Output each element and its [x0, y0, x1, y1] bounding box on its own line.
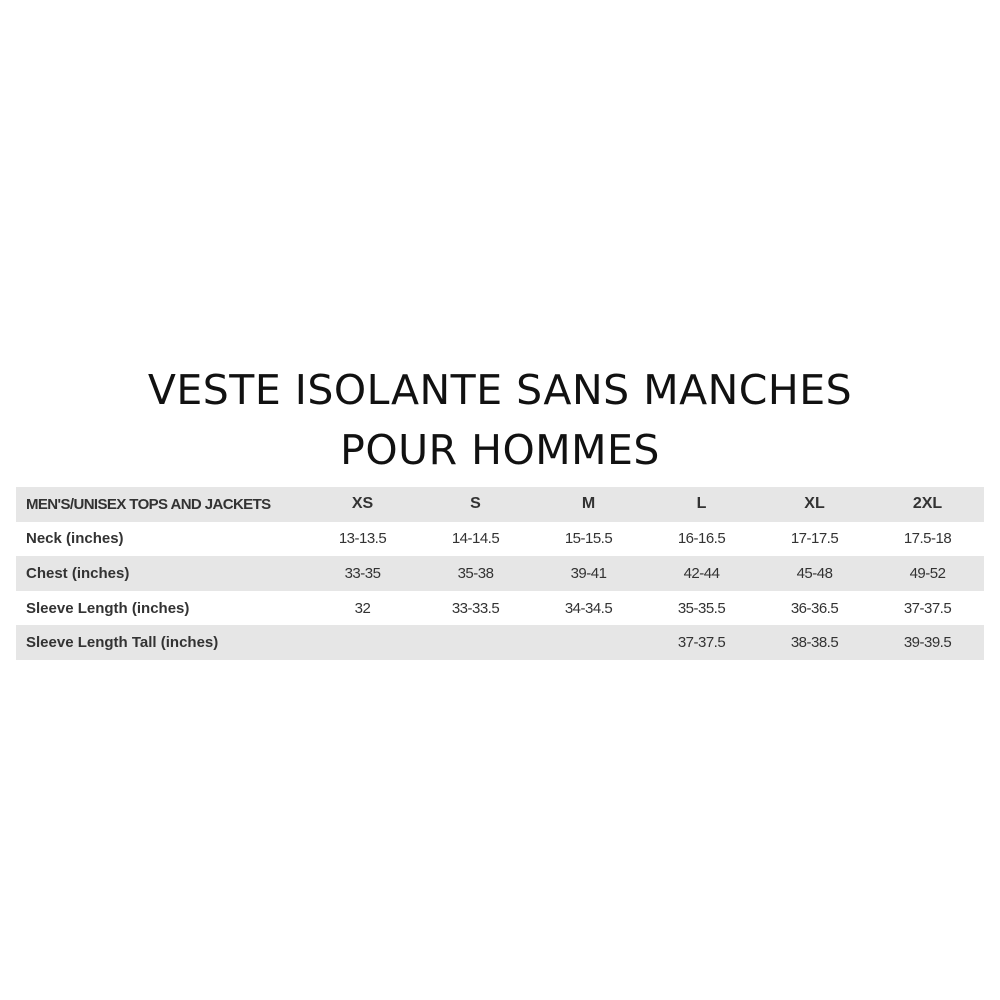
table-row-sleeve-length-tall [16, 625, 984, 660]
table-cell: 34-34.5 [564, 599, 613, 617]
table-cell: 15-15.5 [564, 530, 613, 548]
table-header-label: MEN'S/UNISEX TOPS AND JACKETS [26, 495, 271, 513]
row-label: Sleeve Length (inches) [26, 599, 190, 617]
table-row-neck [16, 522, 984, 557]
table-cell: 17.5-18 [903, 530, 952, 548]
page-title [0, 360, 1000, 480]
table-cell: 35-35.5 [677, 599, 726, 617]
size-header-2xl: 2XL [912, 495, 943, 513]
table-cell: 35-38 [457, 564, 494, 582]
table-row-sleeve-length [16, 591, 984, 626]
table-header-row [16, 487, 984, 522]
table-cell: 45-48 [796, 564, 833, 582]
title-line-1: VESTE ISOLANTE SANS MANCHES [147, 366, 853, 415]
title-line-2: POUR HOMMES [340, 426, 660, 475]
table-cell: 39-41 [570, 564, 607, 582]
table-cell: 38-38.5 [790, 634, 839, 652]
table-cell: 49-52 [909, 564, 946, 582]
table-row-chest [16, 556, 984, 591]
table-cell [306, 625, 419, 660]
size-header-xs: XS [351, 495, 374, 513]
table-cell: 33-33.5 [451, 599, 500, 617]
table-cell: 36-36.5 [790, 599, 839, 617]
table-cell: 42-44 [683, 564, 720, 582]
row-label: Sleeve Length Tall (inches) [26, 634, 219, 652]
table-cell: 39-39.5 [903, 634, 952, 652]
table-cell [532, 625, 645, 660]
table-cell: 37-37.5 [677, 634, 726, 652]
row-label: Neck (inches) [26, 530, 124, 548]
table-cell: 17-17.5 [790, 530, 839, 548]
table-cell [419, 625, 532, 660]
table-cell: 14-14.5 [451, 530, 500, 548]
table-cell: 33-35 [344, 564, 381, 582]
size-table [16, 487, 984, 660]
size-header-l: L [696, 495, 707, 513]
table-cell: 32 [354, 599, 371, 617]
table-cell: 13-13.5 [338, 530, 387, 548]
size-header-m: M [581, 495, 596, 513]
table-cell: 37-37.5 [903, 599, 952, 617]
table-cell: 16-16.5 [677, 530, 726, 548]
size-header-s: S [470, 495, 481, 513]
size-header-xl: XL [804, 495, 825, 513]
row-label: Chest (inches) [26, 564, 130, 582]
